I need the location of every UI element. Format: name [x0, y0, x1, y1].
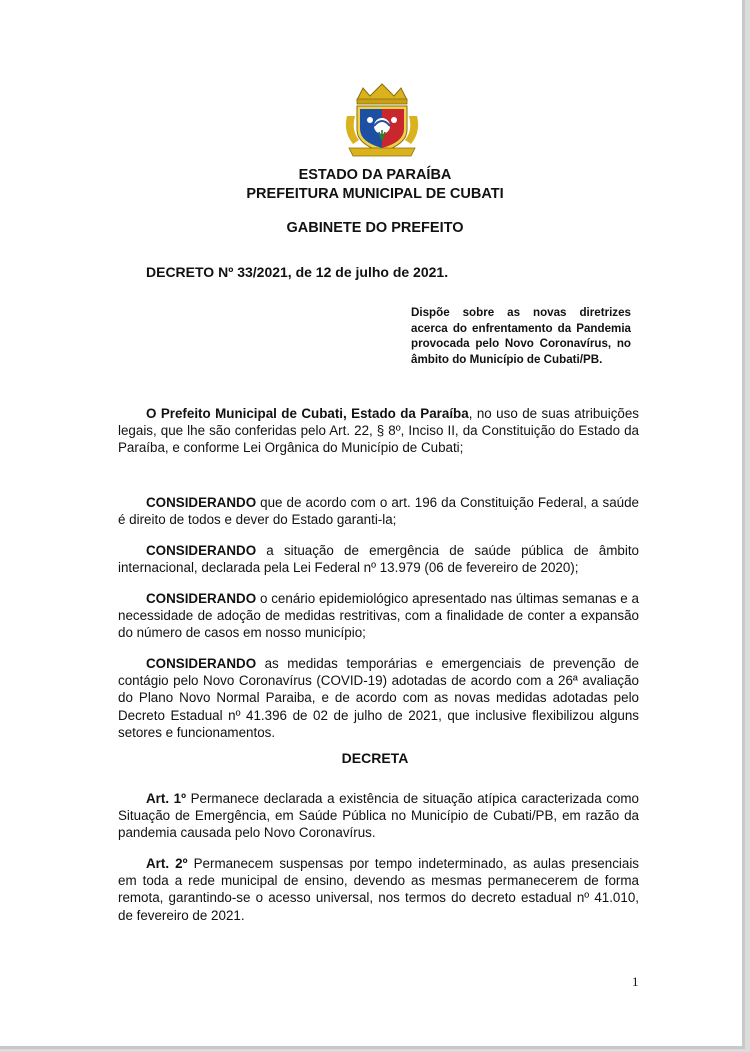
- considerando-paragraph: [118, 655, 639, 741]
- decree-summary: Dispõe sobre as novas diretrizes acerca do enfrentamento da Pandemia provocada pelo Novo Coronavírus, no âmbito do Município de Cubati/PB.: [411, 306, 631, 366]
- preamble-lead: O Prefeito Municipal de Cubati, Estado da Paraíba: [146, 406, 469, 421]
- state-heading: ESTADO DA PARAÍBA: [298, 167, 452, 183]
- decree-title: DECRETO Nº 33/2021, de 12 de julho de 2021.: [146, 264, 449, 280]
- article-lead: Art. 1º: [146, 791, 186, 806]
- preamble-text: , no uso de suas atribuições legais, que lhe são conferidas pelo Art. 22, § 8º, Inciso II, da Constituição do Estado da Paraíba, e conforme Lei Orgânica do Município de Cubati;: [118, 406, 639, 456]
- decreta-heading: DECRETA: [341, 750, 409, 766]
- considerando-text: que de acordo com o art. 196 da Constituição Federal, a saúde é direito de todos e dever do Estado garanti-la;: [118, 495, 639, 528]
- considerando-text: o cenário epidemiológico apresentado nas últimas semanas e a necessidade de adoção de medidas restritivas, com a finalidade de conter a expansão do número de casos em nosso município;: [118, 591, 639, 641]
- considerando-paragraph: [118, 590, 639, 642]
- municipal-crest-logo: [343, 82, 421, 162]
- page-number: 1: [632, 974, 639, 989]
- considerando-lead: CONSIDERANDO: [146, 656, 257, 671]
- considerando-lead: CONSIDERANDO: [146, 591, 257, 606]
- considerando-lead: CONSIDERANDO: [146, 495, 257, 510]
- considerando-lead: CONSIDERANDO: [146, 543, 257, 558]
- considerando-text: as medidas temporárias e emergenciais de prevenção de contágio pelo Novo Coronavírus (COVID-19) adotadas de acordo com a 26ª avaliação do Plano Novo Normal Paraiba, e de acordo com as novas medidas adotadas pelo Decreto Estadual nº 41.396 de 02 de julho de 2021, que inclusive flexibilizou alguns setores e funcionamentos.: [118, 656, 639, 740]
- article-text: Permanecem suspensas por tempo indeterminado, as aulas presenciais em toda a rede municipal de ensino, devendo as mesmas permanecerem de forma remota, garantindo-se o acesso universal, nos termos do decreto estadual nº 41.010, de fevereiro de 2021.: [118, 856, 639, 923]
- considerando-paragraph: [118, 542, 639, 576]
- city-hall-heading: PREFEITURA MUNICIPAL DE CUBATI: [246, 186, 504, 202]
- preamble-paragraph: [118, 405, 639, 457]
- article-paragraph: [118, 790, 639, 842]
- considerando-text: a situação de emergência de saúde pública de âmbito internacional, declarada pela Lei Federal nº 13.979 (06 de fevereiro de 2020);: [118, 543, 639, 576]
- article-paragraph: [118, 855, 639, 924]
- office-heading: GABINETE DO PREFEITO: [286, 220, 464, 236]
- article-lead: Art. 2º: [146, 856, 188, 871]
- article-text: Permanece declarada a existência de situação atípica caracterizada como Situação de Emergência, em Saúde Pública no Município de Cubati/PB, em razão da pandemia causada pelo Novo Coronavírus.: [118, 791, 639, 841]
- considerando-paragraph: [118, 494, 639, 528]
